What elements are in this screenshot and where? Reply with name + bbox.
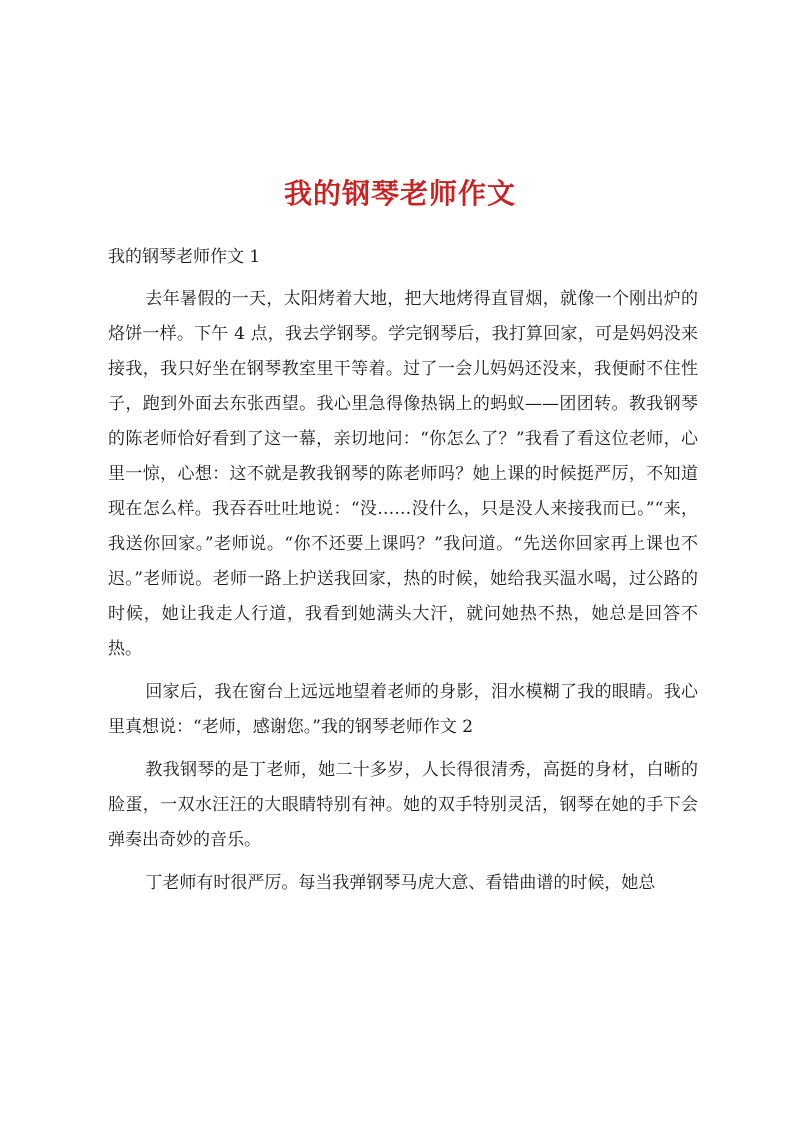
essay-subheading: 我的钢琴老师作文 1: [108, 247, 261, 267]
paragraph-2: 回家后，我在窗台上远远地望着老师的身影，泪水模糊了我的眼睛。我心里真想说：“老师，感谢您。”我的钢琴老师作文 2: [108, 682, 698, 737]
paragraph-3: 教我钢琴的是丁老师，她二十多岁，人长得很清秀，高挺的身材，白晰的脸蛋，一双水汪汪的大眼睛特别有神。她的双手特别灵活，钢琴在她的手下会弹奏出奇妙的音乐。: [108, 760, 698, 850]
paragraph-1: 去年暑假的一天，太阳烤着大地，把大地烤得直冒烟，就像一个刚出炉的烙饼一样。下午 4 点，我去学钢琴。学完钢琴后，我打算回家，可是妈妈没来接我，我只好坐在钢琴教室里干等着。过了一会儿妈妈还没来，我便耐不住性子，跑到外面去东张西望。我心里急得像热锅上的蚂蚁——团团转。教我钢琴的陈老师恰好看到了这一幕，亲切地问：“你怎么了？”我看了看这位老师，心里一惊，心想：这不就是教我钢琴的陈老师吗？她上课的时候挺严厉，不知道现在怎么样。我吞吞吐吐地说：“没……没什么，只是没人来接我而已。”“来，我送你回家。”老师说。“你不还要上课吗？”我问道。“先送你回家再上课也不迟。”老师说。老师一路上护送我回家，热的时候，她给我买温水喝，过公路的时候，她让我走人行道，我看到她满头大汗，就问她热不热，她总是回答不热。: [108, 289, 698, 659]
document-title: 我的钢琴老师作文: [283, 177, 516, 210]
document-body: [108, 240, 698, 909]
paragraph-4: 丁老师有时很严厉。每当我弹钢琴马虎大意、看错曲谱的时候，她总: [145, 873, 656, 893]
